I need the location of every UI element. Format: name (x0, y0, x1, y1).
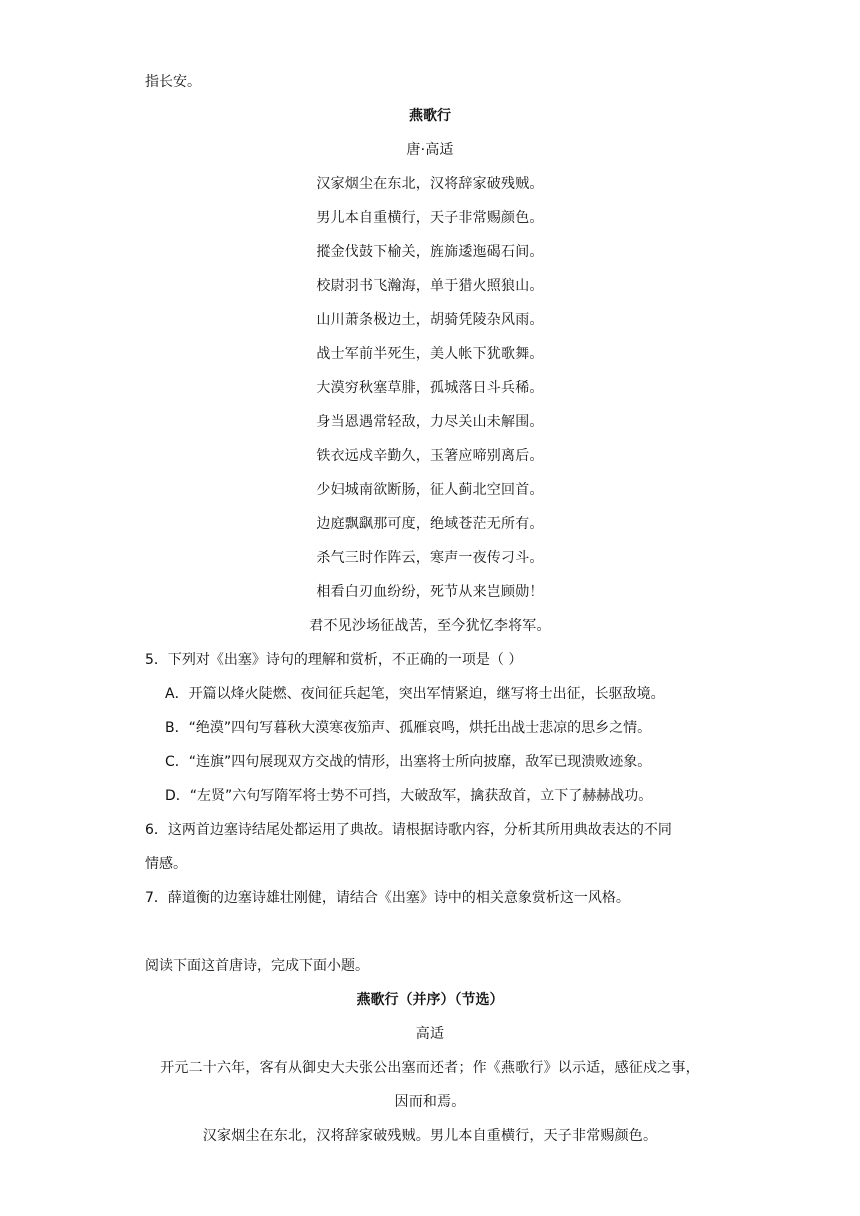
question-5-stem: 5．下列对《出塞》诗句的理解和赏析，不正确的一项是（ ） (145, 652, 523, 668)
poem-line: 君不见沙场征战苦，至今犹忆李将军。 (309, 618, 551, 634)
poem1-title: 燕歌行 (409, 108, 451, 124)
section2-author: 高适 (415, 1026, 445, 1042)
poem-line: 校尉羽书飞瀚海，单于猎火照狼山。 (316, 278, 544, 294)
option-b: B．“绝漠”四句写暮秋大漠寒夜笳声、孤雁哀鸣，烘托出战士悲凉的思乡之情。 (165, 720, 652, 736)
question-6-line1: 6．这两首边塞诗结尾处都运用了典故。请根据诗歌内容，分析其所用典故表达的不同 (145, 822, 672, 838)
option-d: D．“左贤”六句写隋军将士势不可挡，大破敌军，擒获敌首，立下了赫赫战功。 (165, 788, 653, 804)
poem-line: 边庭飘飖那可度，绝域苍茫无所有。 (316, 516, 544, 532)
poem-line: 少妇城南欲断肠，征人蓟北空回首。 (316, 482, 544, 498)
section2-title: 燕歌行（并序）（节选） (356, 992, 504, 1008)
poem-line: 汉家烟尘在东北，汉将辞家破残贼。 (316, 176, 544, 192)
poem1-author: 唐·高适 (406, 142, 454, 158)
section2-preface-line1: 开元二十六年，客有从御史大夫张公出塞而还者；作《燕歌行》以示适，感征戍之事， (160, 1060, 700, 1076)
option-c: C．“连旗”四句展现双方交战的情形，出塞将士所向披靡，敌军已现溃败迹象。 (165, 754, 652, 770)
section2-intro: 阅读下面这首唐诗，完成下面小题。 (145, 958, 369, 974)
poem-line: 身当恩遇常轻敌，力尽关山未解围。 (316, 414, 544, 430)
poem-line: 铁衣远戍辛勤久，玉箸应啼别离后。 (316, 448, 544, 464)
top-line: 指长安。 (145, 74, 201, 90)
section2-verse: 汉家烟尘在东北，汉将辞家破残贼。男儿本自重横行，天子非常赐颜色。 (202, 1128, 658, 1144)
section2-preface-line2: 因而和焉。 (394, 1094, 466, 1110)
poem-line: 杀气三时作阵云，寒声一夜传刁斗。 (316, 550, 544, 566)
poem-line: 男儿本自重横行，天子非常赐颜色。 (316, 210, 544, 226)
option-a: A．开篇以烽火陡燃、夜间征兵起笔，突出军情紧迫，继写将士出征，长驱敌境。 (165, 686, 665, 702)
poem-line: 相看白刃血纷纷，死节从来岂顾勋！ (316, 584, 544, 600)
poem-line: 大漠穷秋塞草腓，孤城落日斗兵稀。 (316, 380, 544, 396)
poem-line: 山川萧条极边土，胡骑凭陵杂风雨。 (316, 312, 544, 328)
question-7: 7．薛道衡的边塞诗雄壮刚健，请结合《出塞》诗中的相关意象赏析这一风格。 (145, 890, 630, 906)
question-6-line2: 情感。 (145, 856, 187, 872)
poem-line: 战士军前半死生，美人帐下犹歌舞。 (316, 346, 544, 362)
poem-line: 摐金伐鼓下榆关，旌旆逶迤碣石间。 (316, 244, 544, 260)
